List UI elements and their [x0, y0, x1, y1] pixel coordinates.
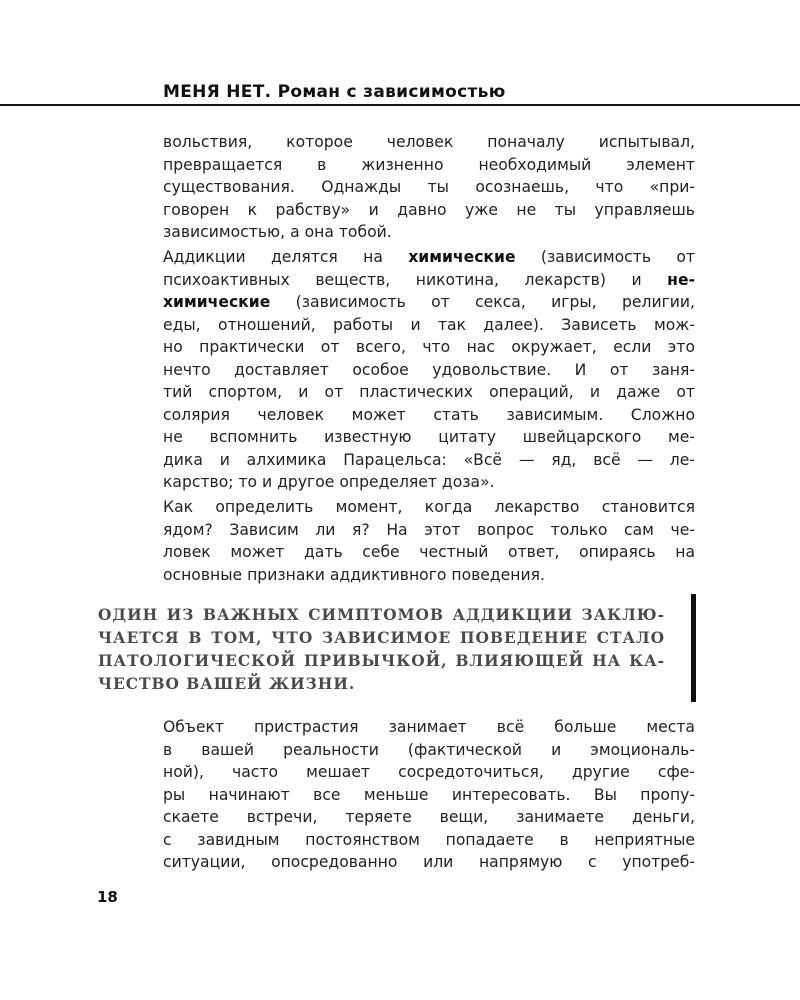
- text-line: ситуации, опосредованно или напрямую с употреб-: [163, 853, 695, 871]
- text-line: скаете встречи, теряете вещи, занимаете деньги,: [163, 808, 695, 826]
- text-line: химические (зависимость от секса, игры, религии,: [163, 293, 695, 311]
- paragraph: [163, 496, 695, 586]
- text-line: превращается в жизненно необходимый элемент: [163, 155, 695, 174]
- text-line: ПАТОЛОГИЧЕСКОЙ ПРИВЫЧКОЙ, ВЛИЯЮЩЕЙ НА КА-: [98, 652, 665, 670]
- paragraph: [163, 246, 695, 494]
- pull-quote-bar: [691, 594, 696, 702]
- text-line: существования. Однажды ты осознаешь, что «при-: [163, 178, 695, 196]
- paragraph: [163, 716, 695, 874]
- text-line: Объект пристрастия занимает всё больше места: [163, 718, 695, 736]
- text-line: ЧЕСТВО ВАШЕЙ ЖИЗНИ.: [98, 675, 356, 693]
- page-number: 18: [97, 888, 118, 906]
- running-header: [0, 80, 800, 106]
- text-line: говорен к рабству» и давно уже не ты управляешь: [163, 200, 695, 219]
- text-line: ЧАЕТСЯ В ТОМ, ЧТО ЗАВИСИМОЕ ПОВЕДЕНИЕ СТАЛО: [98, 629, 665, 647]
- text-line: еды, отношений, работы и так далее). Зависеть мож-: [163, 315, 695, 334]
- paragraph: [163, 131, 695, 244]
- text-line: дика и алхимика Парацельса: «Всё — яд, всё — ле-: [163, 450, 695, 469]
- text-line: но практически от всего, что нас окружает, если это: [163, 338, 695, 356]
- text-line: ры начинают все меньше интересовать. Вы пропу-: [163, 785, 695, 804]
- text-line: в вашей реальности (фактической и эмоциональ-: [163, 740, 695, 759]
- text-line: солярия человек может стать зависимым. Сложно: [163, 405, 695, 424]
- text-line: зависимостью, а она тобой.: [163, 223, 392, 241]
- text-line: Как определить момент, когда лекарство становится: [163, 498, 695, 516]
- text-line: психоактивных веществ, никотина, лекарств) и не-: [163, 270, 695, 289]
- running-title: МЕНЯ НЕТ. Роман с зависимостью: [163, 82, 506, 102]
- header-rule: [0, 104, 800, 106]
- text-line: не вспомнить известную цитату швейцарского ме-: [163, 428, 695, 446]
- emphasis-term: химические: [408, 248, 516, 266]
- text-line: ядом? Зависим ли я? На этот вопрос только сам че-: [163, 520, 695, 539]
- text-line: нечто доставляет особое удовольствие. И от заня-: [163, 360, 695, 379]
- text-line: Аддикции делятся на химические (зависимость от: [163, 248, 695, 266]
- text-line: вольствия, которое человек поначалу испытывал,: [163, 133, 695, 151]
- emphasis-term: не-: [667, 270, 695, 289]
- text-line: тий спортом, и от пластических операций, и даже от: [163, 383, 695, 401]
- text-line: ловек может дать себе честный ответ, опираясь на: [163, 543, 695, 561]
- text-line: карство; то и другое определяет доза».: [163, 473, 495, 491]
- text-line: с завидным постоянством попадаете в неприятные: [163, 830, 695, 849]
- pull-quote: [98, 604, 665, 696]
- text-line: ОДИН ИЗ ВАЖНЫХ СИМПТОМОВ АДДИКЦИИ ЗАКЛЮ-: [98, 606, 665, 624]
- text-line: ной), часто мешает сосредоточиться, другие сфе-: [163, 763, 695, 781]
- emphasis-term: химические: [163, 293, 271, 311]
- text-line: основные признаки аддиктивного поведения.: [163, 565, 545, 584]
